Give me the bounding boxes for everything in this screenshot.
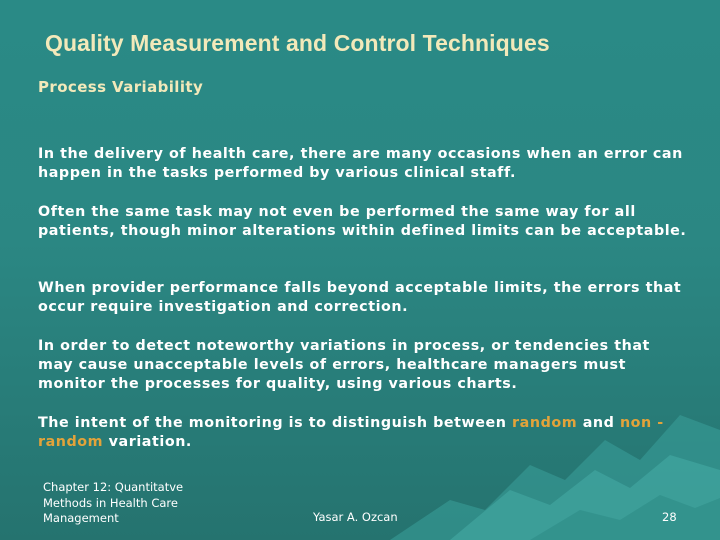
intent-text: The intent of the monitoring is to distinguish between bbox=[38, 415, 513, 431]
slide-subtitle: Process Variability bbox=[38, 78, 204, 96]
paragraph-monitoring-charts: In order to detect noteworthy variations in process, or tendencies that may cause unacceptable levels of errors, healthcare managers must monitor the processes for quality, using various charts. bbox=[38, 338, 650, 392]
variation-text: variation. bbox=[103, 434, 192, 450]
paragraph-error-occasions: In the delivery of health care, there are many occasions when an error can happen in the tasks performed by various clinical staff. bbox=[38, 146, 683, 181]
footer-chapter: Chapter 12: Quantitatve Methods in Health Care Management bbox=[43, 480, 184, 525]
slide-title: Quality Measurement and Control Techniques bbox=[45, 30, 550, 56]
and-text: and bbox=[577, 415, 620, 431]
random-highlight: random bbox=[512, 415, 578, 431]
footer-page-number: 28 bbox=[662, 510, 677, 524]
footer-author: Yasar A. Ozcan bbox=[313, 510, 398, 524]
paragraph-monitoring-intent bbox=[38, 414, 688, 452]
paragraph-task-variation: Often the same task may not even be performed the same way for all patients, though minor alterations within defined limits can be acceptable. bbox=[38, 204, 687, 239]
paragraph-acceptable-limits: When provider performance falls beyond acceptable limits, the errors that occur require investigation and correction. bbox=[38, 280, 682, 315]
nonrandom-highlight: non -random bbox=[38, 415, 664, 450]
